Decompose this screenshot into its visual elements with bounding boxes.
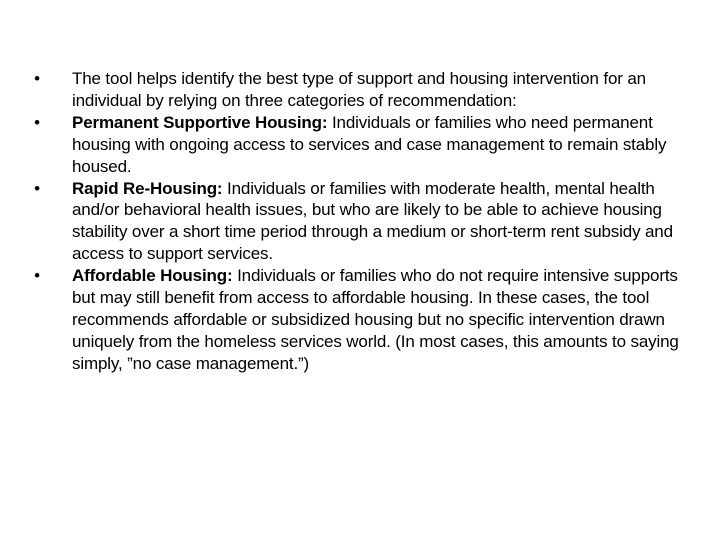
bullet-item-rapid-re-housing [30,178,694,266]
bullet-icon: • [34,266,40,286]
bullet-text: Individuals or families who need permanent housing with ongoing access to services and case management to remain stably housed. [72,112,667,176]
bullet-icon: • [34,112,40,132]
bullet-text: Individuals or families who do not require intensive supports but may still benefit from access to affordable housing. In these cases, the tool recommends affordable or subsidized housing but no specific intervention drawn uniquely from the homeless services world. (In most cases, this amounts to saying simply, ”no case management.”) [72,266,679,373]
bullet-icon: • [34,178,40,198]
bullet-item-intro [30,68,694,112]
bullet-text: The tool helps identify the best type of support and housing intervention for an individual by relying on three categories of recommendation: [72,69,646,110]
slide-content [30,68,694,375]
bullet-term: Affordable Housing: [72,266,233,286]
bullet-item-permanent-supportive-housing [30,112,694,178]
bullet-item-affordable-housing [30,265,694,375]
bullet-term: Permanent Supportive Housing: [72,112,328,132]
bullet-icon: • [34,69,40,88]
bullet-text: Individuals or families with moderate health, mental health and/or behavioral health issues, but who are likely to be able to achieve housing stability over a short time period through a medium or short-term rent subsidy and access to support services. [72,178,673,264]
bullet-term: Rapid Re-Housing: [72,178,223,198]
bullet-list [30,68,694,375]
